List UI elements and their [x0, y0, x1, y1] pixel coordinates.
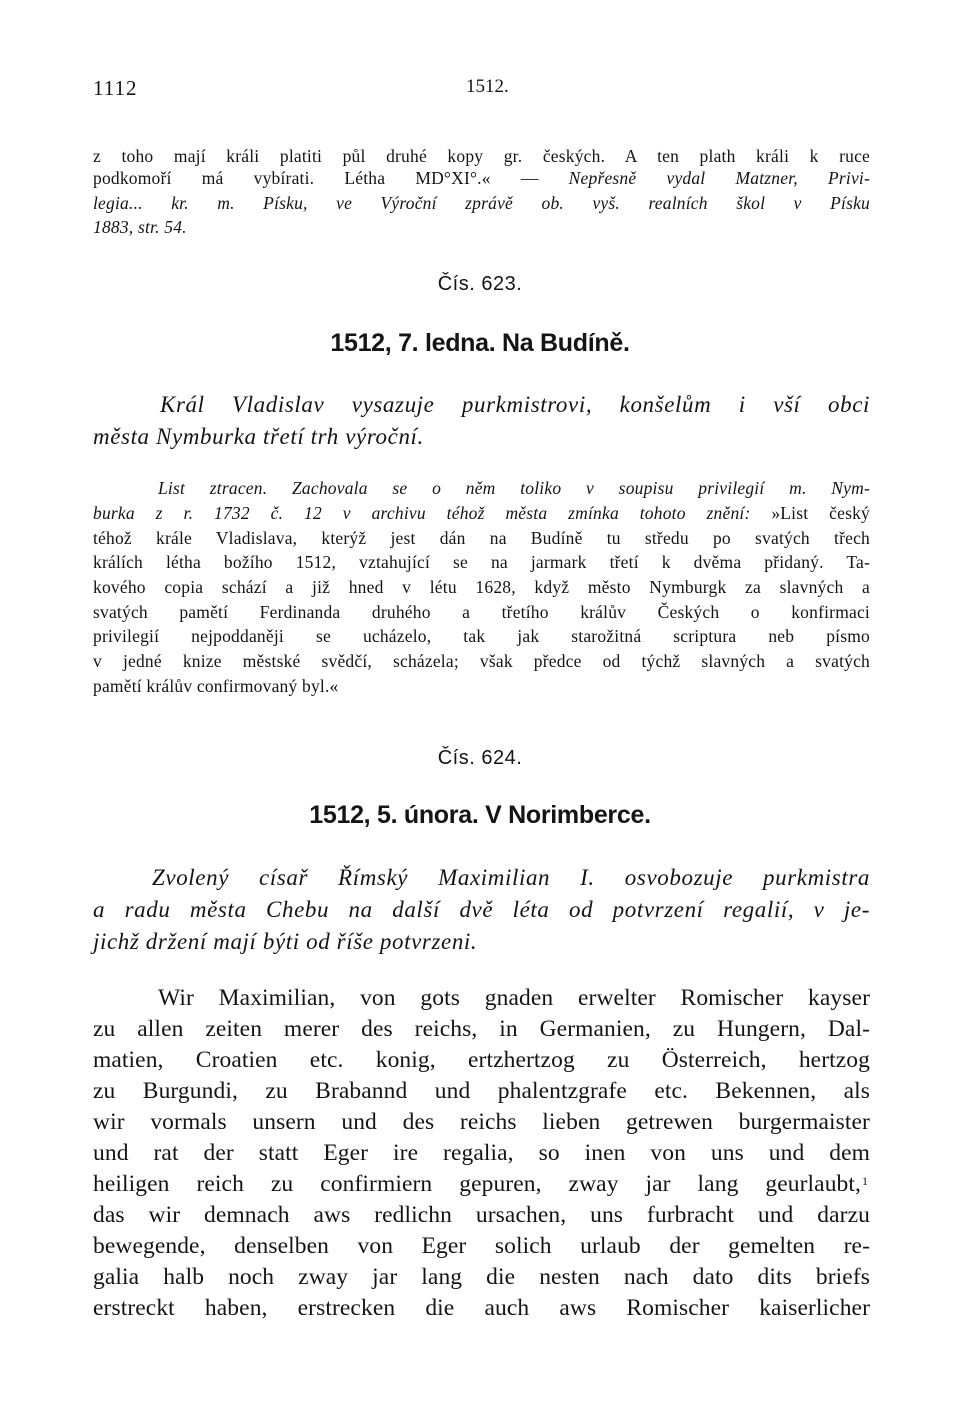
- document-text-line: [93, 1171, 861, 1198]
- document-summary: Král Vladislav vysazuje purkmistrovi, konšelům i vší obci: [160, 392, 870, 417]
- document-note-quote: »List český: [771, 503, 870, 523]
- document-summary: Zvolený císař Římský Maximilian I. osvobozuje purkmistra: [152, 865, 870, 890]
- document-text-line: das wir demnach aws redlichn ursachen, uns furbracht und darzu: [93, 1202, 870, 1228]
- document-note: téhož krále Vladislava, kterýž jest dán na Budíně tu středu po svatých třech: [93, 528, 870, 548]
- document-text-line: erstreckt haben, erstrecken die auch aws Romischer kaiserlicher: [93, 1295, 870, 1321]
- intro-line-citation: Nepřesně vydal Matzner, Privi-: [568, 168, 871, 188]
- document-note: privilegií nejpoddaněji se ucházelo, tak jak starožitná scriptura neb písmo: [93, 626, 870, 646]
- document-text-line: Wir Maximilian, von gots gnaden erwelter Romischer kayser: [158, 985, 870, 1011]
- document-number: Čís. 623.: [437, 273, 523, 295]
- intro-line: [93, 168, 870, 189]
- document-text-line: galia halb noch zway jar lang die nesten nach dato dits briefs: [93, 1264, 870, 1290]
- document-text-line: bewegende, denselben von Eger solich urlaub der gemelten re-: [93, 1233, 870, 1259]
- document-summary: a radu města Chebu na další dvě léta od potvrzení regalií, v je-: [93, 897, 870, 922]
- intro-line: legia... kr. m. Písku, ve Výroční zprávě ob. vyš. realních škol v Písku: [93, 193, 870, 213]
- document-note: List ztracen. Zachovala se o něm toliko v soupisu privilegií m. Nym-: [158, 478, 870, 498]
- intro-line: 1883, str. 54.: [93, 217, 187, 237]
- intro-line: z toho mají králi platiti půl druhé kopy gr. českých. A ten plath králi k ruce: [93, 146, 870, 166]
- document-text-line-content: heiligen reich zu confirmiern gepuren, zway jar lang geurlaubt,: [93, 1171, 861, 1197]
- document-text-line: wir vormals unsern und des reichs lieben getrewen burgermaister: [93, 1109, 870, 1135]
- document-summary: jichž držení mají býti od říše potvrzeni.: [93, 929, 478, 954]
- document-note: králích létha božího 1512, vztahující se na jarmark třetí k dvěma přidaný. Ta-: [93, 552, 870, 572]
- document-text-line: zu Burgundi, zu Brabannd und phalentzgrafe etc. Bekennen, als: [93, 1078, 870, 1104]
- page-number: 1112: [93, 76, 138, 100]
- document-text-line: und rat der statt Eger ire regalia, so inen von uns und dem: [93, 1140, 870, 1166]
- document-note: v jedné knize městské svědčí, scházela; však předce od týchž slavných a svatých: [93, 651, 870, 671]
- document-date-place: 1512, 5. února. V Norimberce.: [309, 801, 651, 829]
- document-text-line: matien, Croatien etc. konig, ertzhertzog zu Österreich, hertzog: [93, 1047, 870, 1073]
- running-year: 1512.: [466, 76, 509, 97]
- document-note: kového copia schází a již hned v létu 1628, když město Nymburgk za slavných a: [93, 577, 870, 597]
- document-summary: města Nymburka třetí trh výroční.: [93, 424, 424, 449]
- document-number: Čís. 624.: [437, 747, 523, 769]
- footnote-marker: 1: [862, 1174, 868, 1188]
- intro-line-text: podkomoří má vybírati. Létha MD°XI°.« —: [93, 168, 569, 188]
- document-text-line: zu allen zeiten merer des reichs, in Germanien, zu Hungern, Dal-: [93, 1016, 870, 1042]
- document-note-text: burka z r. 1732 č. 12 v archivu téhož města zmínka tohoto znění:: [93, 503, 772, 523]
- document-note: [93, 503, 870, 524]
- document-date-place: 1512, 7. ledna. Na Budíně.: [330, 329, 630, 357]
- document-note: svatých pamětí Ferdinanda druhého a třetího králův Českých o konfirmaci: [93, 602, 870, 622]
- document-note: pamětí králův confirmovaný byl.«: [93, 676, 339, 696]
